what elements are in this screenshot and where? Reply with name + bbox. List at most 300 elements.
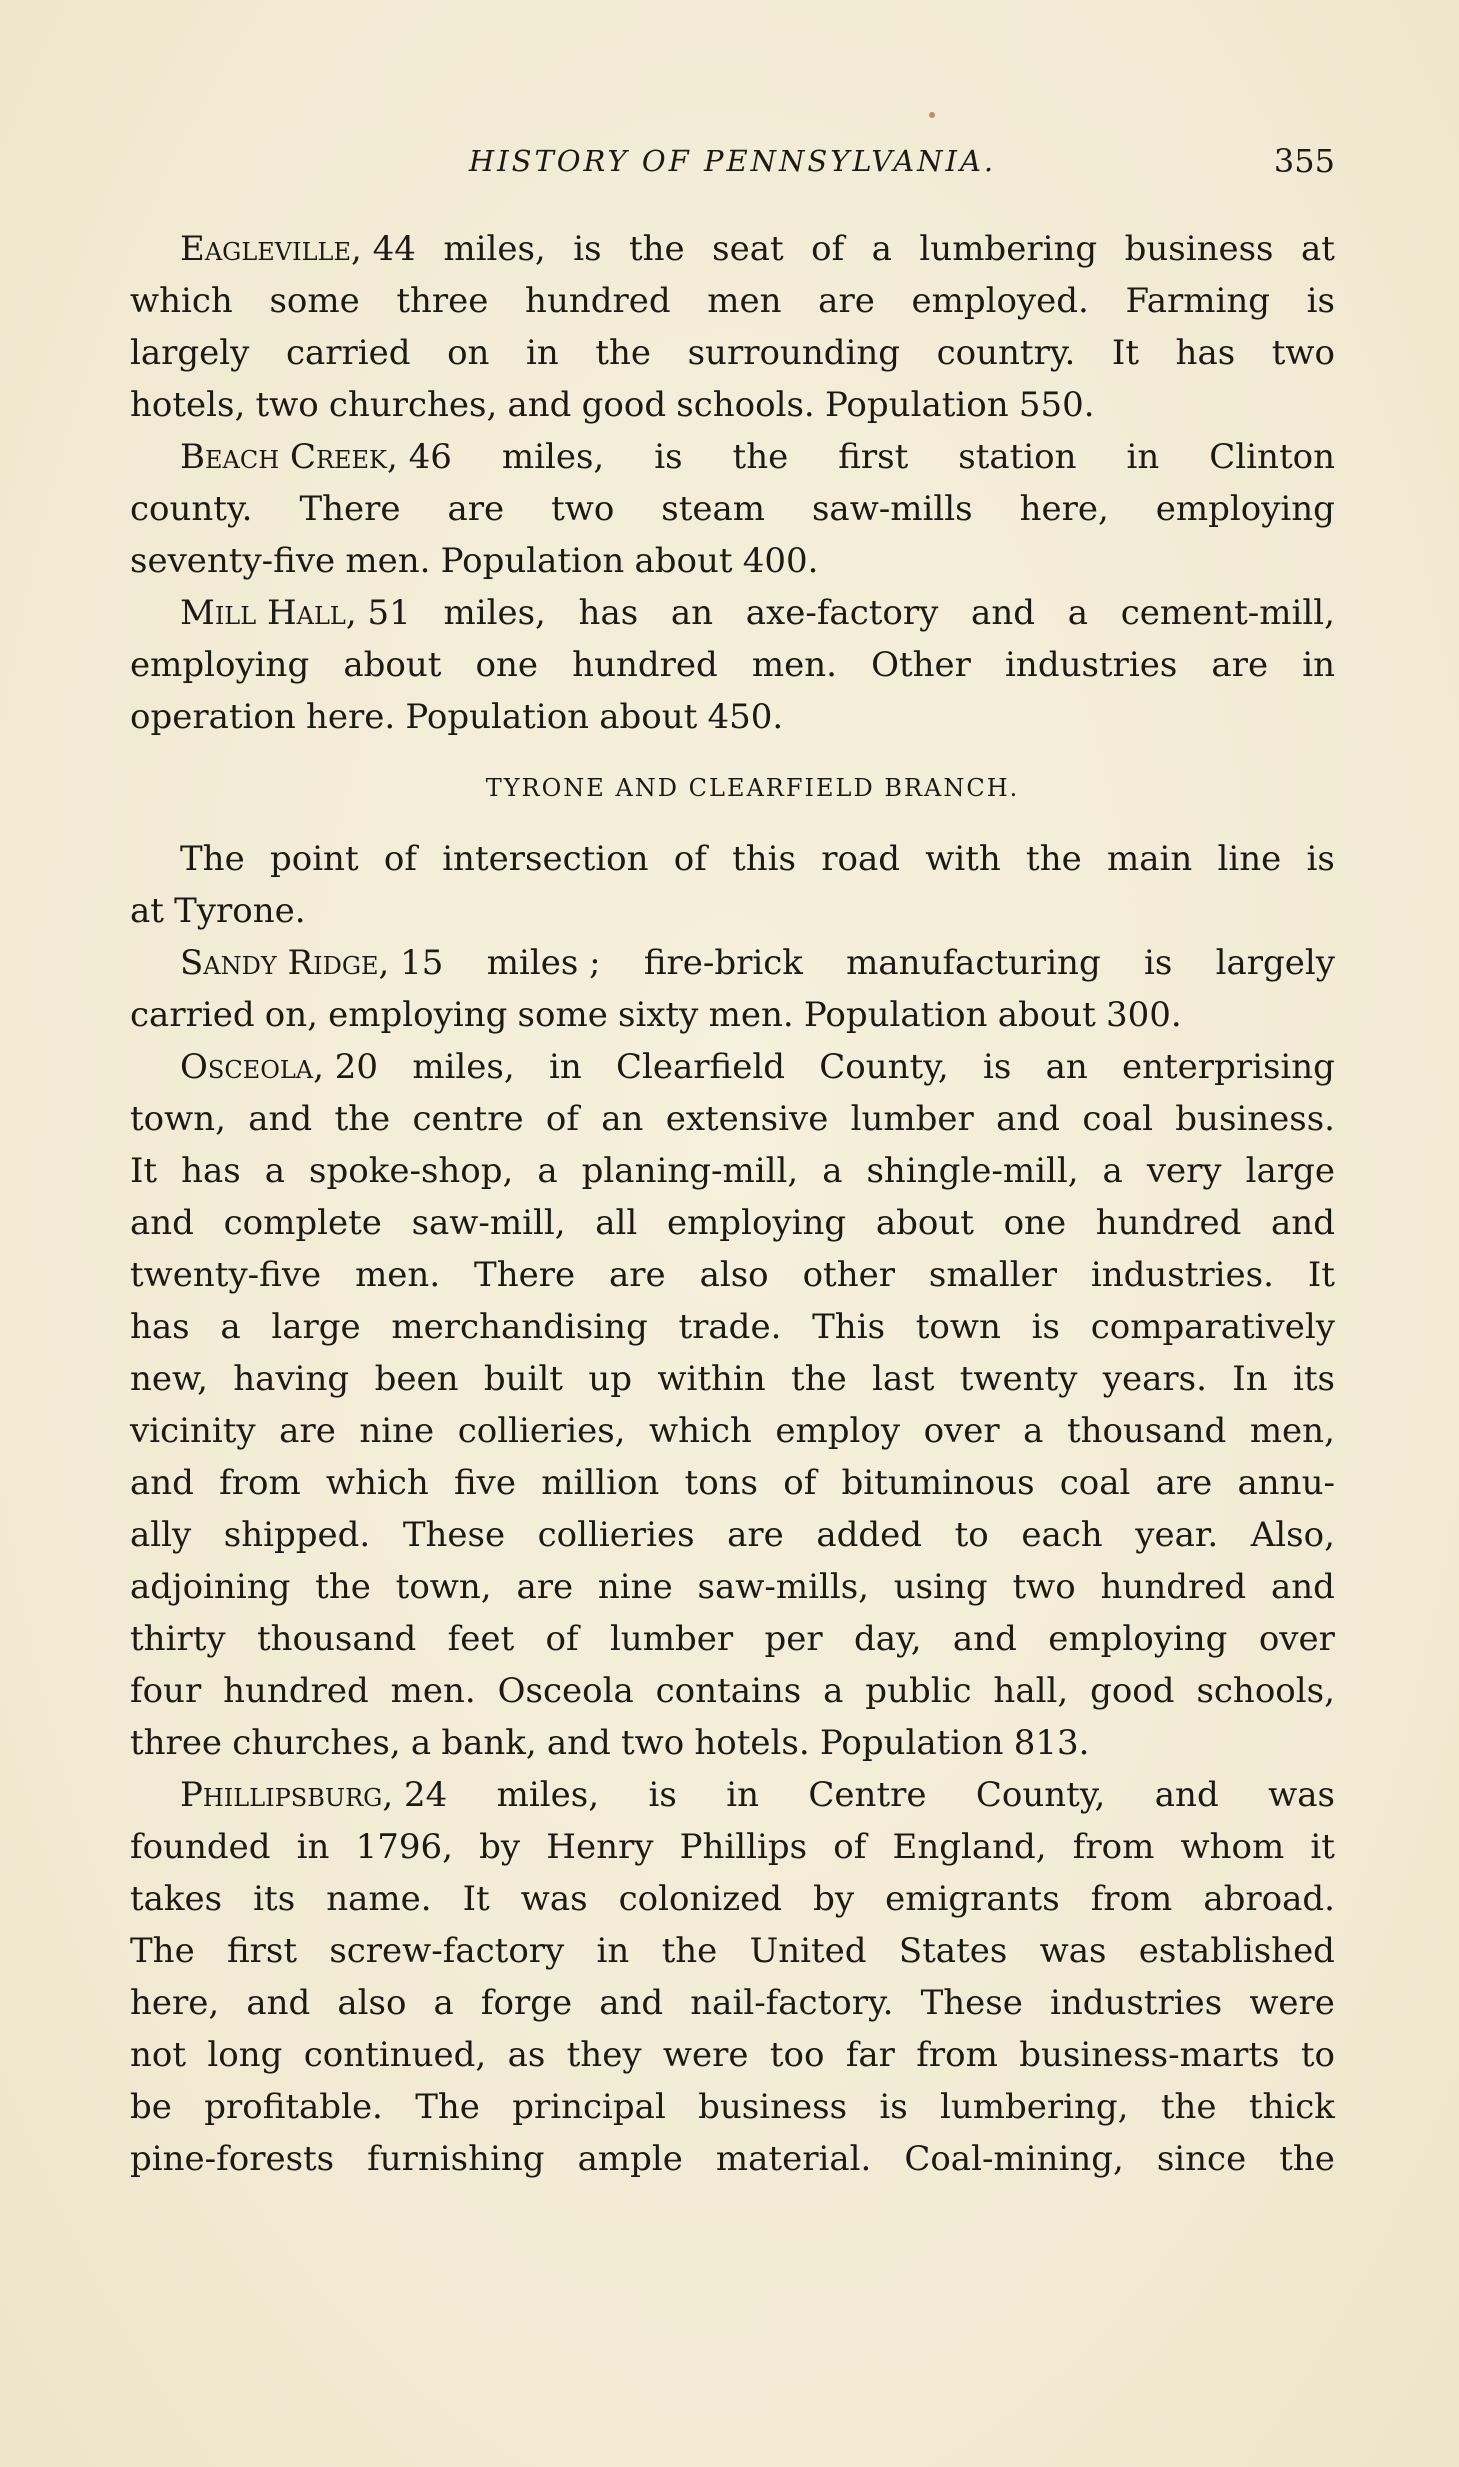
word: are bbox=[447, 489, 505, 529]
word: operation bbox=[130, 697, 296, 737]
word: on, bbox=[264, 995, 318, 1035]
word: adjoining bbox=[130, 1567, 291, 1607]
word: County, bbox=[819, 1047, 949, 1087]
text-line bbox=[130, 1977, 1335, 2029]
word: per bbox=[764, 1619, 823, 1659]
word: is bbox=[1144, 943, 1173, 983]
word: five bbox=[453, 1463, 516, 1503]
word: continued, bbox=[303, 2035, 487, 2075]
word: churches, bbox=[328, 385, 498, 425]
entry-name bbox=[180, 1769, 447, 1821]
word: a bbox=[537, 1151, 558, 1191]
word: surrounding bbox=[687, 333, 901, 373]
word: miles, bbox=[501, 437, 605, 477]
word: churches, bbox=[232, 1723, 401, 1763]
word: employing bbox=[1048, 1619, 1228, 1659]
word: and bbox=[971, 593, 1035, 633]
text-line bbox=[130, 327, 1335, 379]
word: from bbox=[219, 1463, 301, 1503]
word: main bbox=[1106, 839, 1193, 879]
word: and bbox=[546, 1723, 611, 1763]
word: men. bbox=[390, 1671, 476, 1711]
text-line bbox=[130, 1301, 1335, 1353]
word: employing bbox=[1155, 489, 1335, 529]
word: other bbox=[802, 1255, 895, 1295]
word: two bbox=[1012, 1567, 1076, 1607]
word: bank, bbox=[441, 1723, 537, 1763]
word: pine-forests bbox=[130, 2139, 335, 2179]
word: the bbox=[315, 1567, 371, 1607]
word: three bbox=[130, 1723, 223, 1763]
text-line bbox=[130, 639, 1335, 691]
word: carried bbox=[285, 333, 411, 373]
word: by bbox=[813, 1879, 855, 1919]
word: also bbox=[699, 1255, 769, 1295]
word: industries bbox=[1005, 645, 1178, 685]
word: and bbox=[248, 1099, 313, 1139]
place-name: Mill Hall bbox=[180, 593, 346, 633]
text-line bbox=[130, 989, 1335, 1041]
word: ally bbox=[130, 1515, 192, 1555]
word: added bbox=[816, 1515, 923, 1555]
word: four bbox=[130, 1671, 202, 1711]
paragraph-phillipsburg bbox=[130, 1769, 1335, 2185]
word: established bbox=[1138, 1931, 1335, 1971]
entry-name bbox=[180, 1041, 378, 1093]
word: the bbox=[1279, 2139, 1335, 2179]
word: business bbox=[698, 2087, 848, 2127]
word: in bbox=[1126, 437, 1160, 477]
word: Population bbox=[819, 1723, 1004, 1763]
word: forge bbox=[480, 1983, 573, 2023]
word: year. bbox=[1135, 1515, 1219, 1555]
word: was bbox=[1268, 1775, 1335, 1815]
word: These bbox=[402, 1515, 506, 1555]
word: at bbox=[1300, 229, 1335, 269]
word: largely bbox=[1215, 943, 1335, 983]
running-title: HISTORY OF PENNSYLVANIA. bbox=[468, 144, 997, 178]
word: thick bbox=[1248, 2087, 1335, 2127]
word: ample bbox=[577, 2139, 683, 2179]
word: and bbox=[1154, 1775, 1219, 1815]
word: has bbox=[181, 1151, 241, 1191]
word: coal bbox=[1082, 1099, 1153, 1139]
word: employing bbox=[328, 995, 508, 1035]
page-header bbox=[130, 140, 1335, 188]
word: and bbox=[599, 1983, 664, 2023]
word: a bbox=[410, 1723, 432, 1763]
word: it bbox=[1310, 1827, 1335, 1867]
word: manufacturing bbox=[846, 943, 1101, 983]
word: and bbox=[507, 385, 572, 425]
word: to bbox=[954, 1515, 989, 1555]
place-name: Sandy Ridge bbox=[180, 943, 379, 983]
text-line bbox=[130, 379, 1335, 431]
word: colonized bbox=[618, 1879, 783, 1919]
word: Clinton bbox=[1209, 437, 1335, 477]
word: over bbox=[1258, 1619, 1335, 1659]
word: coal bbox=[1059, 1463, 1131, 1503]
word: an bbox=[670, 593, 714, 633]
word: Other bbox=[871, 645, 971, 685]
word: of bbox=[545, 1619, 579, 1659]
word: and bbox=[130, 1463, 194, 1503]
word: and bbox=[1270, 1567, 1335, 1607]
word: It bbox=[1111, 333, 1139, 373]
word: Population bbox=[440, 541, 625, 581]
text-line bbox=[130, 2133, 1335, 2185]
word: seat bbox=[712, 229, 784, 269]
word: on bbox=[447, 333, 490, 373]
word: nail-factory. bbox=[690, 1983, 894, 2023]
word: good bbox=[581, 385, 667, 425]
word: County, bbox=[975, 1775, 1106, 1815]
word: , 24 bbox=[382, 1775, 448, 1815]
word: each bbox=[1021, 1515, 1103, 1555]
word: to bbox=[1300, 2035, 1335, 2075]
word: from bbox=[1090, 1879, 1173, 1919]
word: lumbering bbox=[919, 229, 1098, 269]
word: of bbox=[673, 839, 707, 879]
text-line bbox=[130, 1353, 1335, 1405]
word: It bbox=[1307, 1255, 1335, 1295]
word: three bbox=[396, 281, 489, 321]
word: town bbox=[915, 1307, 1001, 1347]
word: public bbox=[865, 1671, 972, 1711]
word: here, bbox=[130, 1983, 220, 2023]
word: tons bbox=[684, 1463, 759, 1503]
entry-name bbox=[180, 587, 411, 639]
text-line bbox=[130, 1665, 1335, 1717]
word: in bbox=[596, 1931, 630, 1971]
word: point bbox=[269, 839, 359, 879]
text-line bbox=[130, 1509, 1335, 1561]
place-name: Eagleville bbox=[180, 229, 351, 269]
word: not bbox=[130, 2035, 187, 2075]
word: about bbox=[343, 645, 442, 685]
word: , 44 bbox=[351, 229, 416, 269]
text-line bbox=[130, 2029, 1335, 2081]
word: all bbox=[595, 1203, 638, 1243]
word: using bbox=[893, 1567, 988, 1607]
word: of bbox=[383, 839, 417, 879]
text-line bbox=[130, 1717, 1335, 1769]
word: 400. bbox=[742, 541, 819, 581]
word: industries bbox=[1049, 1983, 1223, 2023]
page-number: 355 bbox=[1273, 142, 1335, 180]
word: shipped. bbox=[223, 1515, 371, 1555]
text-line bbox=[130, 431, 1335, 483]
word: Clearfield bbox=[616, 1047, 785, 1087]
paragraph-mill-hall bbox=[130, 587, 1335, 743]
text-line bbox=[130, 691, 1335, 743]
word: county. bbox=[130, 489, 253, 529]
word: hotels, bbox=[130, 385, 246, 425]
word: 450. bbox=[707, 697, 784, 737]
text-line bbox=[130, 1197, 1335, 1249]
word: business bbox=[1124, 229, 1274, 269]
word: business-marts bbox=[1019, 2035, 1280, 2075]
word: Centre bbox=[808, 1775, 927, 1815]
word: hundred bbox=[525, 281, 671, 321]
text-line bbox=[130, 1145, 1335, 1197]
text-line bbox=[130, 223, 1335, 275]
word: about bbox=[875, 1203, 974, 1243]
word: , 51 bbox=[345, 593, 411, 633]
word: a bbox=[433, 1983, 454, 2023]
word: a bbox=[220, 1307, 241, 1347]
word: by bbox=[479, 1827, 521, 1867]
word: the bbox=[595, 333, 652, 373]
word: with bbox=[925, 839, 1001, 879]
word: is bbox=[879, 2087, 908, 2127]
word: years. bbox=[1102, 1359, 1207, 1399]
word: Coal-mining, bbox=[904, 2139, 1124, 2179]
word: has bbox=[130, 1307, 190, 1347]
word: were bbox=[662, 2035, 749, 2075]
word: 550. bbox=[1018, 385, 1095, 425]
word: the bbox=[791, 1359, 847, 1399]
word: comparatively bbox=[1090, 1307, 1335, 1347]
word: last bbox=[872, 1359, 935, 1399]
text-line bbox=[130, 885, 1335, 937]
text-line bbox=[130, 833, 1335, 885]
entry-name bbox=[180, 937, 443, 989]
word: some bbox=[517, 995, 608, 1035]
word: road bbox=[821, 839, 900, 879]
word: industries. bbox=[1090, 1255, 1274, 1295]
word: furnishing bbox=[367, 2139, 545, 2179]
word: smaller bbox=[928, 1255, 1057, 1295]
word: Phillips bbox=[679, 1827, 808, 1867]
word: since bbox=[1156, 2139, 1247, 2179]
word: which bbox=[325, 1463, 429, 1503]
word: and bbox=[130, 1203, 194, 1243]
word: in bbox=[296, 1827, 330, 1867]
word: of bbox=[783, 1463, 817, 1503]
word: Population bbox=[405, 697, 590, 737]
word: schools. bbox=[676, 385, 815, 425]
word: large bbox=[271, 1307, 361, 1347]
word: here, bbox=[1019, 489, 1109, 529]
word: at bbox=[130, 891, 164, 931]
word: sixty bbox=[618, 995, 699, 1035]
word: two bbox=[255, 385, 319, 425]
word: men. bbox=[345, 541, 431, 581]
word: centre bbox=[412, 1099, 524, 1139]
word: hotels. bbox=[694, 1723, 810, 1763]
word: which bbox=[648, 1411, 752, 1451]
word: employ bbox=[775, 1411, 901, 1451]
word: a bbox=[823, 1671, 844, 1711]
text-line bbox=[130, 1405, 1335, 1457]
text-line bbox=[130, 275, 1335, 327]
word: hundred bbox=[572, 645, 718, 685]
word: a bbox=[822, 1151, 843, 1191]
word: are bbox=[1211, 645, 1269, 685]
word: two bbox=[551, 489, 615, 529]
word: town, bbox=[395, 1567, 492, 1607]
word: There bbox=[299, 489, 401, 529]
word: largely bbox=[130, 333, 250, 373]
word: merchandising bbox=[391, 1307, 648, 1347]
word: one bbox=[1003, 1203, 1067, 1243]
word: It bbox=[462, 1879, 490, 1919]
word: are bbox=[279, 1411, 336, 1451]
word: 813. bbox=[1013, 1723, 1090, 1763]
word: been bbox=[374, 1359, 459, 1399]
word: are bbox=[609, 1255, 666, 1295]
word: principal bbox=[512, 2087, 666, 2127]
word: miles, bbox=[443, 229, 546, 269]
word: this bbox=[732, 839, 796, 879]
word: name. bbox=[326, 1879, 432, 1919]
word: saw-mills bbox=[811, 489, 973, 529]
word: 1796, bbox=[355, 1827, 453, 1867]
word: hall, bbox=[993, 1671, 1069, 1711]
word: in bbox=[726, 1775, 759, 1815]
word: employed. bbox=[911, 281, 1089, 321]
word: saw-mills, bbox=[697, 1567, 869, 1607]
word: be bbox=[130, 2087, 172, 2127]
word: of bbox=[833, 1827, 867, 1867]
word: within bbox=[657, 1359, 766, 1399]
word: men. bbox=[355, 1255, 441, 1295]
word: twenty-five bbox=[130, 1255, 322, 1295]
word: bituminous bbox=[841, 1463, 1035, 1503]
place-name: Osceola bbox=[180, 1047, 314, 1087]
word: the bbox=[1026, 839, 1082, 879]
word: built bbox=[483, 1359, 563, 1399]
word: lumber bbox=[609, 1619, 734, 1659]
word: they bbox=[566, 2035, 642, 2075]
text-line bbox=[130, 1925, 1335, 1977]
word: , 20 bbox=[313, 1047, 379, 1087]
word: an bbox=[601, 1099, 644, 1139]
word: in bbox=[548, 1047, 582, 1087]
word: takes bbox=[130, 1879, 223, 1919]
paragraph-osceola bbox=[130, 1041, 1335, 1769]
entry-name bbox=[180, 223, 416, 275]
text-line bbox=[130, 1249, 1335, 1301]
word: axe-factory bbox=[745, 593, 939, 633]
word: employing bbox=[130, 645, 310, 685]
word: in bbox=[526, 333, 559, 373]
place-name: Phillipsburg bbox=[180, 1775, 383, 1815]
word: shingle-mill, bbox=[866, 1151, 1079, 1191]
word: two bbox=[1271, 333, 1335, 373]
paragraph-sandy-ridge bbox=[130, 937, 1335, 1041]
word: in bbox=[1302, 645, 1335, 685]
word: contains bbox=[655, 1671, 802, 1711]
word: country. bbox=[936, 333, 1076, 373]
word: has bbox=[1175, 333, 1236, 373]
word: day, bbox=[853, 1619, 922, 1659]
word: large bbox=[1245, 1151, 1335, 1191]
word: which bbox=[130, 281, 233, 321]
text-line bbox=[130, 1613, 1335, 1665]
word: men bbox=[707, 281, 782, 321]
word: vicinity bbox=[130, 1411, 256, 1451]
word: first bbox=[226, 1931, 298, 1971]
word: hundred bbox=[1100, 1567, 1247, 1607]
word: long bbox=[207, 2035, 283, 2075]
text-line bbox=[130, 2081, 1335, 2133]
word: the bbox=[732, 437, 789, 477]
word: emigrants bbox=[885, 1879, 1060, 1919]
word: some bbox=[269, 281, 360, 321]
ink-speck bbox=[929, 112, 935, 118]
text-line bbox=[130, 937, 1335, 989]
word: carried bbox=[130, 995, 255, 1035]
word: seventy-five bbox=[130, 541, 336, 581]
word: business. bbox=[1175, 1099, 1335, 1139]
word: 300. bbox=[1105, 995, 1182, 1035]
word: a bbox=[1102, 1151, 1123, 1191]
word: also bbox=[337, 1983, 407, 2023]
word: lumbering, bbox=[940, 2087, 1129, 2127]
word: was bbox=[1039, 1931, 1107, 1971]
word: trade. bbox=[678, 1307, 782, 1347]
word: the bbox=[629, 229, 685, 269]
word: , 15 bbox=[378, 943, 444, 983]
word: United bbox=[749, 1931, 867, 1971]
word: are bbox=[818, 281, 875, 321]
word: abroad. bbox=[1203, 1879, 1335, 1919]
text-line bbox=[130, 535, 1335, 587]
word: up bbox=[588, 1359, 632, 1399]
word: These bbox=[920, 1983, 1023, 2023]
word: Population bbox=[803, 995, 988, 1035]
word: profitable. bbox=[204, 2087, 383, 2127]
word: collieries bbox=[537, 1515, 695, 1555]
word: far bbox=[845, 2035, 895, 2075]
word: The bbox=[130, 1931, 195, 1971]
word: fire-brick bbox=[643, 943, 803, 983]
word: feet bbox=[447, 1619, 515, 1659]
word: spoke-shop, bbox=[309, 1151, 514, 1191]
word: cement-mill, bbox=[1120, 593, 1335, 633]
word: a bbox=[1023, 1411, 1044, 1451]
word: one bbox=[475, 645, 539, 685]
word: Population bbox=[824, 385, 1009, 425]
word: too bbox=[769, 2035, 825, 2075]
text-line bbox=[130, 1769, 1335, 1821]
word: States bbox=[898, 1931, 1008, 1971]
word: Tyrone. bbox=[174, 891, 306, 931]
word: The bbox=[180, 839, 245, 879]
word: are bbox=[1155, 1463, 1213, 1503]
word: thousand bbox=[1066, 1411, 1227, 1451]
section-heading: TYRONE AND CLEARFIELD BRANCH. bbox=[485, 774, 1020, 802]
paragraph-beach-creek bbox=[130, 431, 1335, 587]
word: material. bbox=[715, 2139, 872, 2179]
word: and bbox=[996, 1099, 1061, 1139]
text-line bbox=[130, 1041, 1335, 1093]
entry-name bbox=[180, 431, 452, 483]
word: were bbox=[1249, 1983, 1335, 2023]
word: thirty bbox=[130, 1619, 226, 1659]
word: new, bbox=[130, 1359, 208, 1399]
word: its bbox=[1292, 1359, 1335, 1399]
word: miles, bbox=[412, 1047, 515, 1087]
word: twenty bbox=[959, 1359, 1078, 1399]
text-line bbox=[130, 1093, 1335, 1145]
word: a bbox=[1067, 593, 1088, 633]
word: and bbox=[1271, 1203, 1335, 1243]
word: and bbox=[952, 1619, 1017, 1659]
word: is bbox=[573, 229, 602, 269]
